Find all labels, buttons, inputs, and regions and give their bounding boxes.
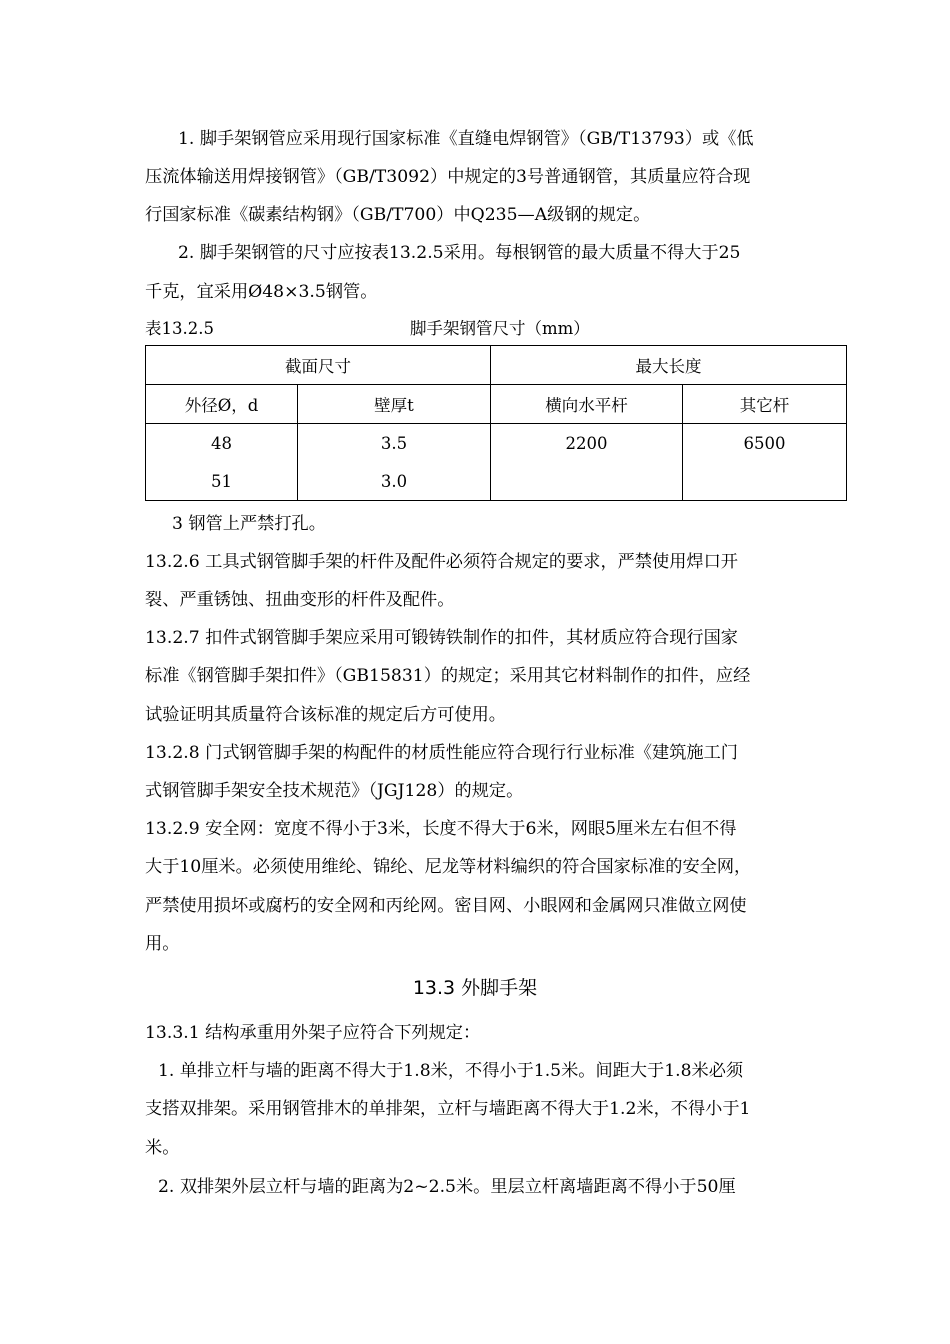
paragraph-line: 2. 脚手架钢管的尺寸应按表13.2.5采用。每根钢管的最大质量不得大于25: [178, 243, 741, 263]
steel-pipe-table: [145, 345, 847, 501]
table-cell: 48: [146, 424, 298, 463]
table-column-header: 外径Ø，d: [146, 385, 298, 424]
paragraph-line: 13.2.7 扣件式钢管脚手架应采用可锻铸铁制作的扣件，其材质应符合现行国家: [145, 628, 738, 648]
paragraph-line: 大于10厘米。必须使用维纶、锦纶、尼龙等材料编织的符合国家标准的安全网，: [145, 857, 752, 877]
paragraph-line: 米。: [145, 1138, 180, 1158]
paragraph-line: 13.2.6 工具式钢管脚手架的杆件及配件必须符合规定的要求，严禁使用焊口开: [145, 552, 738, 572]
paragraph-line: 支搭双排架。采用钢管排木的单排架，立杆与墙距离不得大于1.2米，不得小于1: [145, 1099, 751, 1119]
table-cell: 6500: [683, 424, 847, 463]
table-group-header: 截面尺寸: [146, 346, 491, 385]
table-cell: 2200: [491, 424, 683, 463]
paragraph-line: 1. 脚手架钢管应采用现行国家标准《直缝电焊钢管》（GB/T13793）或《低: [178, 129, 754, 149]
paragraph-line: 13.2.9 安全网：宽度不得小于3米，长度不得大于6米，网眼5厘米左右但不得: [145, 819, 737, 839]
table-cell: [683, 462, 847, 501]
paragraph-line: 式钢管脚手架安全技术规范》（JGJ128）的规定。: [145, 781, 524, 801]
paragraph-line: 3 钢管上严禁打孔。: [172, 514, 326, 534]
paragraph-line: 严禁使用损坏或腐朽的安全网和丙纶网。密目网、小眼网和金属网只准做立网使: [145, 896, 747, 916]
table-cell: [491, 462, 683, 501]
table-cell: 3.0: [298, 462, 491, 501]
table-title: 脚手架钢管尺寸（mm）: [410, 319, 590, 338]
table-column-header: 其它杆: [683, 385, 847, 424]
table-column-header: 横向水平杆: [491, 385, 683, 424]
paragraph-line: 压流体输送用焊接钢管》（GB/T3092）中规定的3号普通钢管，其质量应符合现: [145, 167, 751, 187]
paragraph-line: 裂、严重锈蚀、扭曲变形的杆件及配件。: [145, 590, 455, 610]
table-cell: 3.5: [298, 424, 491, 463]
table-column-header: 壁厚t: [298, 385, 491, 424]
paragraph-line: 用。: [145, 934, 180, 954]
paragraph-line: 13.2.8 门式钢管脚手架的构配件的材质性能应符合现行行业标准《建筑施工门: [145, 743, 738, 763]
table-cell: 51: [146, 462, 298, 501]
paragraph-line: 2. 双排架外层立杆与墙的距离为2~2.5米。里层立杆离墙距离不得小于50厘: [158, 1177, 736, 1197]
table-number: 表13.2.5: [145, 319, 214, 338]
section-title: 13.3 外脚手架: [412, 977, 538, 999]
paragraph-line: 13.3.1 结构承重用外架子应符合下列规定：: [145, 1023, 481, 1043]
paragraph-line: 行国家标准《碳素结构钢》（GB/T700）中Q235—A级钢的规定。: [145, 205, 651, 225]
paragraph-line: 试验证明其质量符合该标准的规定后方可使用。: [145, 705, 506, 725]
paragraph-line: 标准《钢管脚手架扣件》（GB15831）的规定；采用其它材料制作的扣件，应经: [145, 666, 751, 686]
paragraph-line: 千克，宜采用Ø48×3.5钢管。: [145, 282, 378, 302]
table-group-header: 最大长度: [491, 346, 847, 385]
paragraph-line: 1. 单排立杆与墙的距离不得大于1.8米，不得小于1.5米。间距大于1.8米必须: [158, 1061, 744, 1081]
